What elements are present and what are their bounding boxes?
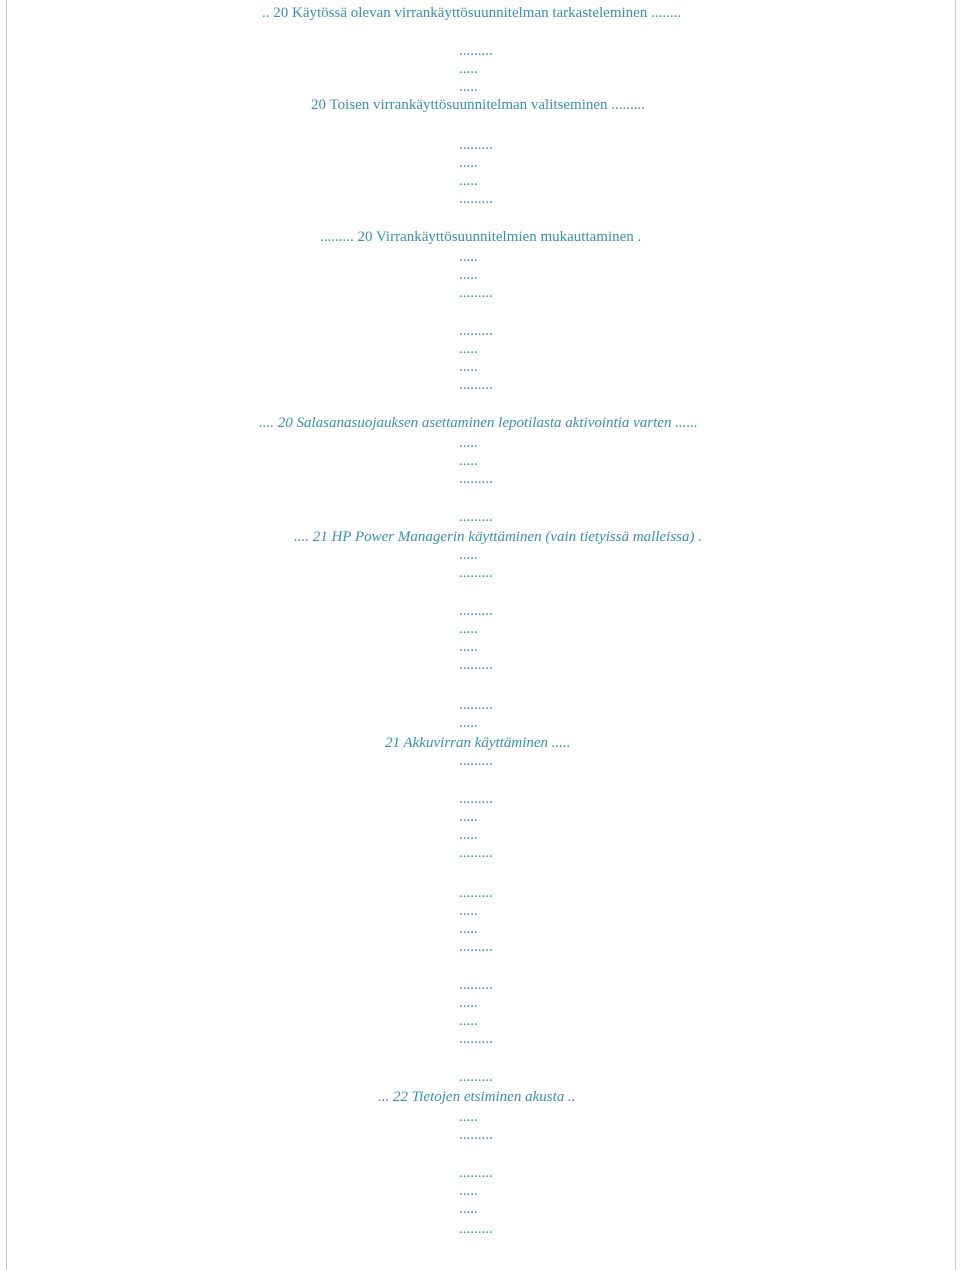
toc-leader: ..... [459, 267, 478, 283]
toc-leader: ......... [459, 137, 493, 153]
toc-leader: ......... [459, 377, 493, 393]
toc-leader: ......... [459, 753, 493, 769]
toc-entry-select-plan[interactable]: 20 Toisen virrankäyttösuunnitelman valitseminen ......... [311, 97, 646, 113]
toc-leader: ..... [459, 341, 478, 357]
toc-leader: ......... [459, 509, 493, 525]
toc-leader: ......... [459, 603, 493, 619]
toc-leader: ......... [459, 1031, 493, 1047]
toc-leader: ......... [459, 845, 493, 861]
toc-leader: ..... [459, 639, 478, 655]
toc-leader: ......... [459, 565, 493, 581]
toc-leader: ..... [459, 173, 478, 189]
toc-leader: ..... [459, 359, 478, 375]
toc-leader: ......... [459, 323, 493, 339]
toc-leader: ..... [459, 249, 478, 265]
toc-leader: ..... [459, 547, 478, 563]
toc-leader: ..... [459, 155, 478, 171]
toc-leader: ..... [459, 1013, 478, 1029]
toc-leader: ......... [459, 1069, 493, 1085]
toc-leader: ..... [459, 435, 478, 451]
toc-leader: ......... [459, 977, 493, 993]
toc-leader: ..... [459, 1183, 478, 1199]
toc-leader: ..... [459, 621, 478, 637]
page-border-right [955, 0, 956, 1270]
toc-leader: ..... [459, 61, 478, 77]
toc-leader: ......... [459, 1127, 493, 1143]
toc-entry-password-protection[interactable]: .... 20 Salasanasuojauksen asettaminen lepotilasta aktivointia varten ...... [259, 415, 698, 431]
toc-leader: ......... [459, 657, 493, 673]
toc-leader: ......... [459, 1221, 493, 1237]
toc-entry-hp-power-manager[interactable]: .... 21 HP Power Managerin käyttäminen (vain tietyissä malleissa) . [294, 529, 702, 545]
toc-entry-battery-power[interactable]: 21 Akkuvirran käyttäminen ..... [385, 735, 571, 751]
toc-entry-customize-plans[interactable]: ......... 20 Virrankäyttösuunnitelmien mukauttaminen . [320, 229, 642, 245]
toc-leader: ..... [459, 809, 478, 825]
toc-leader: ..... [459, 715, 478, 731]
toc-leader: ..... [459, 903, 478, 919]
toc-leader: ......... [459, 43, 493, 59]
toc-leader: ..... [459, 1109, 478, 1125]
toc-leader: ......... [459, 191, 493, 207]
toc-leader: ......... [459, 791, 493, 807]
page-border-left [6, 0, 7, 1270]
toc-leader: ......... [459, 1165, 493, 1181]
toc-entry-battery-info[interactable]: ... 22 Tietojen etsiminen akusta .. [378, 1089, 576, 1105]
toc-leader: ..... [459, 995, 478, 1011]
toc-leader: ..... [459, 453, 478, 469]
toc-leader: ......... [459, 471, 493, 487]
toc-leader: ..... [459, 827, 478, 843]
toc-entry-current-plan[interactable]: .. 20 Käytössä olevan virrankäyttösuunnitelman tarkasteleminen ........ [262, 5, 682, 21]
toc-leader: ......... [459, 697, 493, 713]
toc-leader: ......... [459, 285, 493, 301]
toc-leader: ......... [459, 885, 493, 901]
toc-leader: ..... [459, 921, 478, 937]
toc-leader: ..... [459, 1201, 478, 1217]
toc-leader: ......... [459, 939, 493, 955]
toc-leader: ..... [459, 79, 478, 95]
